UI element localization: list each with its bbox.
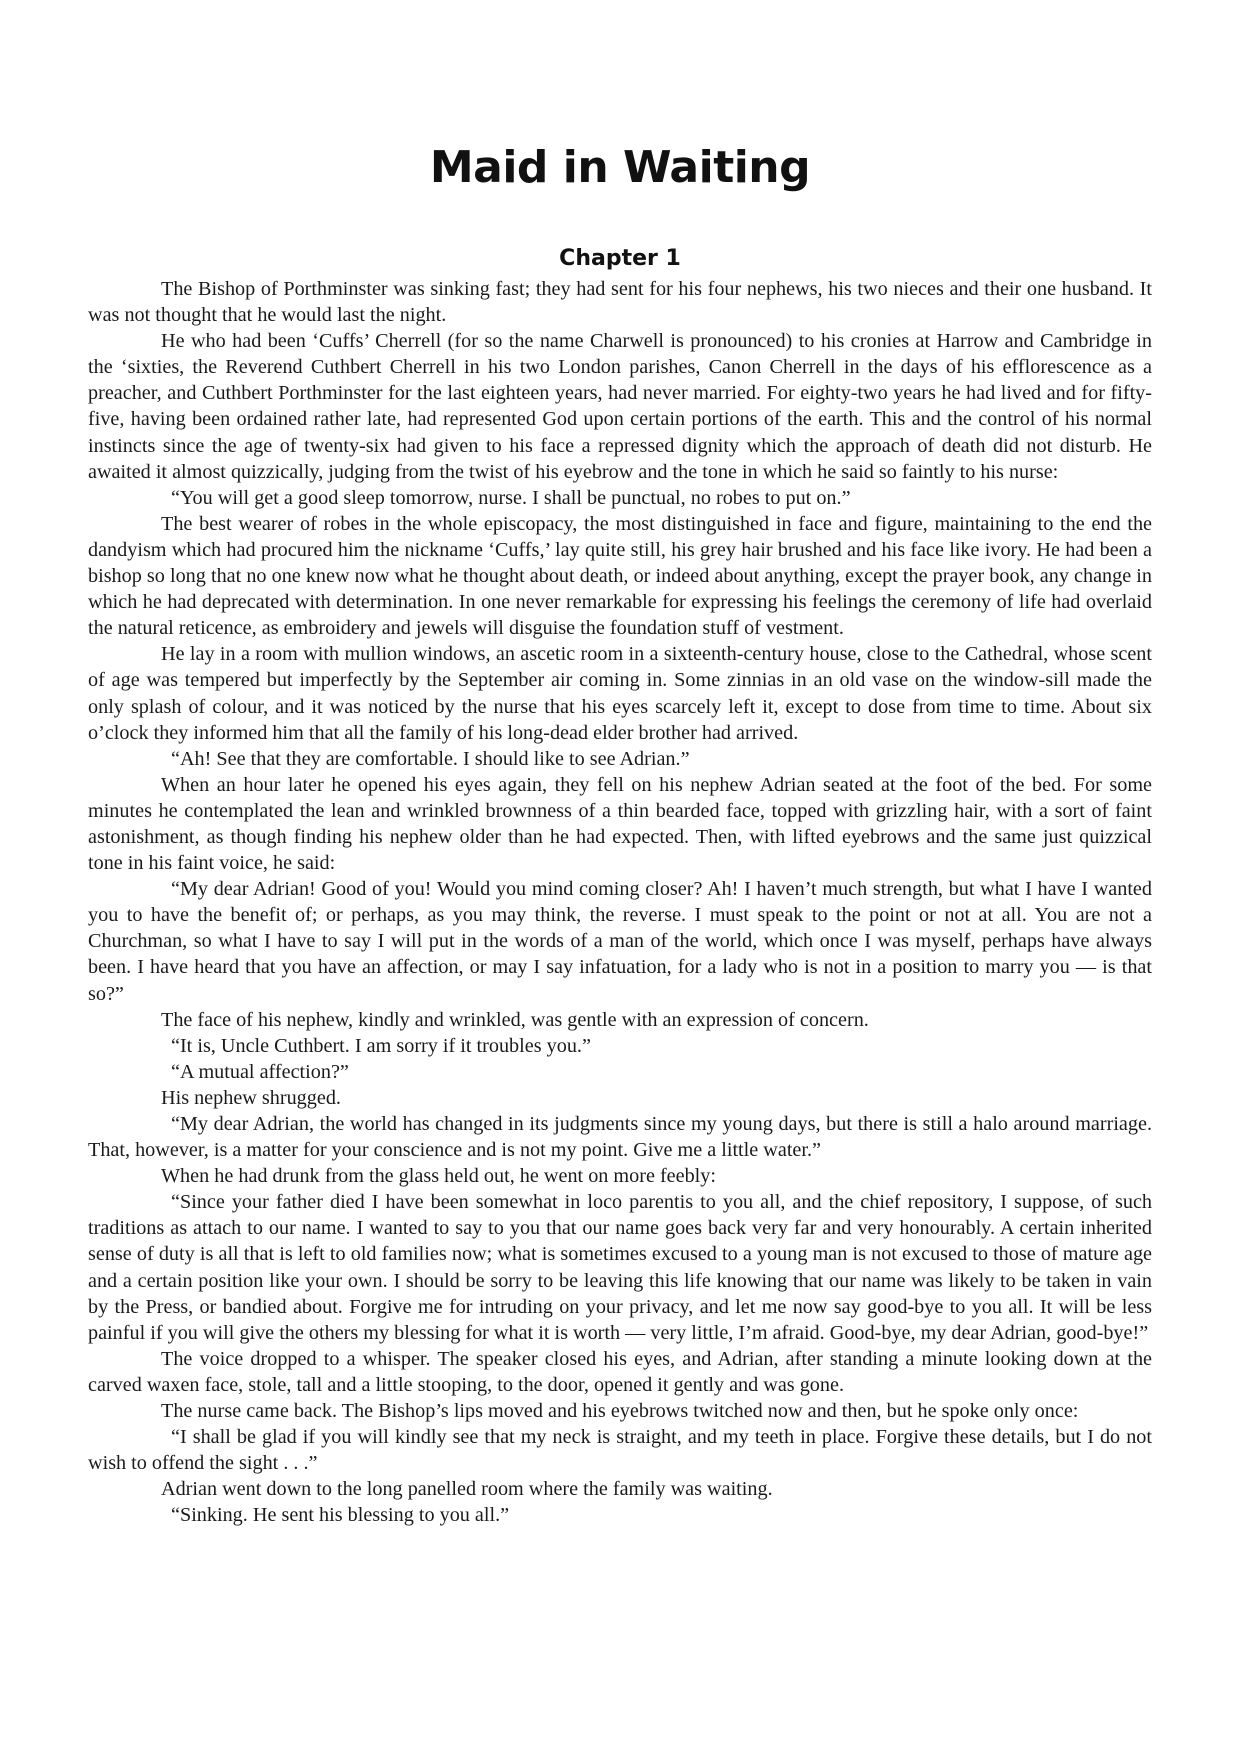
- dialogue-paragraph: “You will get a good sleep tomorrow, nurse. I shall be punctual, no robes to put on.”: [171, 486, 851, 509]
- paragraph: The face of his nephew, kindly and wrinkled, was gentle with an expression of concern.: [161, 1008, 869, 1031]
- paragraph: His nephew shrugged.: [161, 1086, 341, 1109]
- paragraph: The voice dropped to a whisper. The speaker closed his eyes, and Adrian, after standing a minute looking down at the carved waxen face, stole, tall and a little stooping, to the door, opened it gently and was gone.: [88, 1347, 1152, 1396]
- chapter-body: [88, 276, 1152, 1529]
- paragraph: When he had drunk from the glass held out, he went on more feebly:: [161, 1165, 716, 1188]
- dialogue-paragraph: “My dear Adrian, the world has changed in its judgments since my young days, but there is still a halo around marriage. That, however, is a matter for your conscience and is not my point. Give me a little water.”: [88, 1113, 1152, 1162]
- dialogue-paragraph: “Since your father died I have been somewhat in loco parentis to you all, and the chief repository, I suppose, of such traditions as attach to our name. I wanted to say to you that our name goes back very far and very honourably. A certain inherited sense of duty is all that is left to old families now; what is sometimes excused to a young man is not excused to those of mature age and a certain position like your own. I should be sorry to be leaving this life knowing that our name was likely to be taken in vain by the Press, or bandied about. Forgive me for intruding on your privacy, and let me now say good-bye to you all. It will be less painful if you will give the others my blessing for what it is worth — very little, I’m afraid. Good-bye, my dear Adrian, good-bye!”: [88, 1191, 1152, 1344]
- dialogue-paragraph: “My dear Adrian! Good of you! Would you mind coming closer? Ah! I haven’t much strength, but what I have I wanted you to have the benefit of; or perhaps, as you may think, the reverse. I must speak to the point or not at all. You are not a Churchman, so what I have to say I will put in the words of a man of the world, which once I was myself, perhaps have always been. I have heard that you have an affection, or may I say infatuation, for a lady who is not in a position to marry you — is that so?”: [88, 878, 1152, 1005]
- paragraph: When an hour later he opened his eyes again, they fell on his nephew Adrian seated at the foot of the bed. For some minutes he contemplated the lean and wrinkled brownness of a thin bearded face, topped with grizzling hair, with a sort of faint astonishment, as though finding his nephew older than he had expected. Then, with lifted eyebrows and the same just quizzical tone in his faint voice, he said:: [88, 773, 1152, 875]
- dialogue-paragraph: “It is, Uncle Cuthbert. I am sorry if it troubles you.”: [171, 1034, 591, 1057]
- paragraph: The nurse came back. The Bishop’s lips moved and his eyebrows twitched now and then, but he spoke only once:: [161, 1400, 1079, 1423]
- paragraph: He lay in a room with mullion windows, an ascetic room in a sixteenth-century house, close to the Cathedral, whose scent of age was tempered but imperfectly by the September air coming in. Some zinnias in an old vase on the window-sill made the only splash of colour, and it was noticed by the nurse that his eyes scarcely left it, except to dose from time to time. About six o’clock they informed him that all the family of his long-dead elder brother had arrived.: [88, 643, 1152, 744]
- dialogue-paragraph: “A mutual affection?”: [171, 1060, 349, 1083]
- paragraph: The best wearer of robes in the whole episcopacy, the most distinguished in face and figure, maintaining to the end the dandyism which had procured him the nickname ‘Cuffs,’ lay quite still, his grey hair brushed and his face like ivory. He had been a bishop so long that no one knew now what he thought about death, or indeed about anything, except the prayer book, any change in which he had deprecated with determination. In one never remarkable for expressing his feelings the ceremony of life had overlaid the natural reticence, as embroidery and jewels will disguise the foundation stuff of vestment.: [88, 512, 1152, 640]
- dialogue-paragraph: “I shall be glad if you will kindly see that my neck is straight, and my teeth in place. Forgive these details, but I do not wish to offend the sight . . .”: [88, 1426, 1152, 1475]
- paragraph: He who had been ‘Cuffs’ Cherrell (for so the name Charwell is pronounced) to his cronies at Harrow and Cambridge in the ‘sixties, the Reverend Cuthbert Cherrell in his two London parishes, Canon Cherrell in the days of his efflorescence as a preacher, and Cuthbert Porthminster for the last eighteen years, had never married. For eighty-two years he had lived and for fifty-five, having been ordained rather late, had represented God upon certain portions of the earth. This and the control of his normal instincts since the age of twenty-six had given to his face a repressed dignity which the approach of death did not disturb. He awaited it almost quizzically, judging from the twist of his eyebrow and the tone in which he said so faintly to his nurse:: [88, 330, 1152, 483]
- paragraph: The Bishop of Porthminster was sinking fast; they had sent for his four nephews, his two nieces and their one husband. It was not thought that he would last the night.: [88, 278, 1152, 327]
- paragraph: Adrian went down to the long panelled room where the family was waiting.: [161, 1478, 773, 1501]
- dialogue-paragraph: “Sinking. He sent his blessing to you all.”: [171, 1504, 510, 1527]
- book-title: Maid in Waiting: [429, 142, 811, 193]
- book-page: [88, 0, 1152, 1529]
- dialogue-paragraph: “Ah! See that they are comfortable. I should like to see Adrian.”: [171, 747, 690, 770]
- chapter-title: Chapter 1: [559, 246, 681, 271]
